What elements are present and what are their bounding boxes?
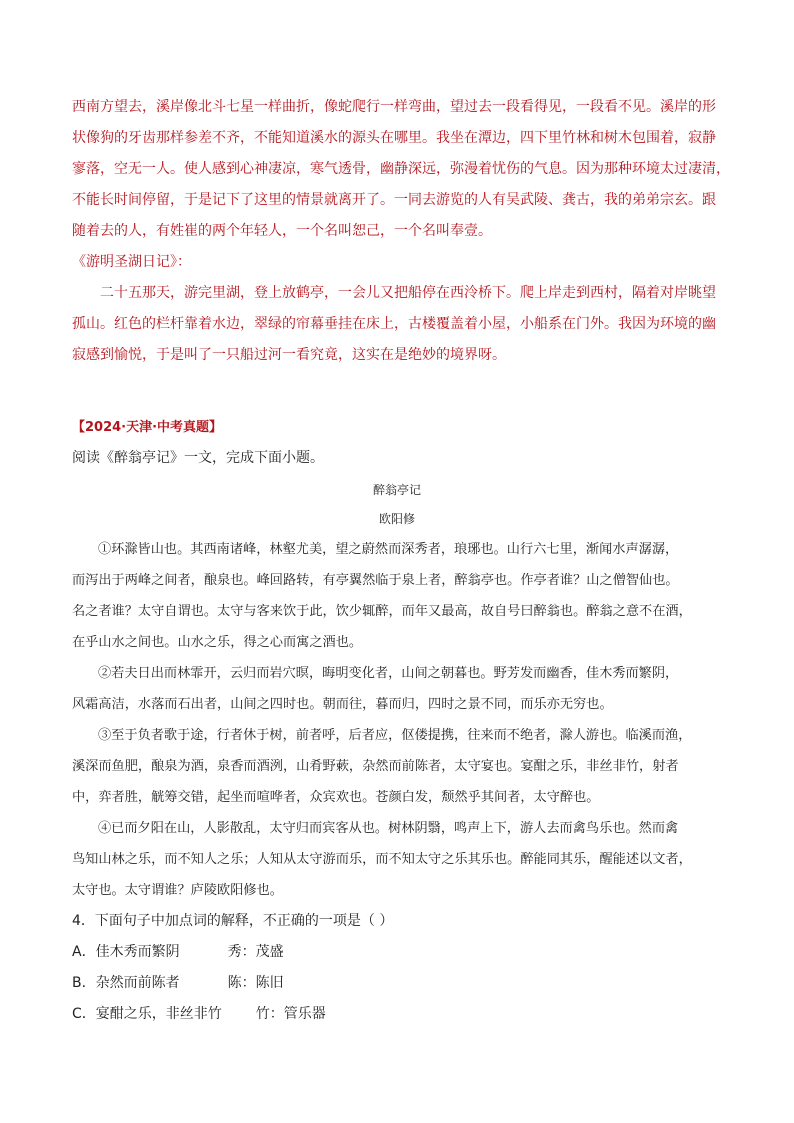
text-line: 溪深而鱼肥，酿泉为酒，泉香而酒洌，山肴野蔌，杂然而前陈者，太守宴也。宴酣之乐，非丝非竹，射者 [72,759,679,774]
text-line: 风霜高洁，水落而石出者，山间之四时也。朝而往，暮而归，四时之景不同，而乐亦无穷也。 [72,697,613,712]
option-c[interactable] [72,999,722,1030]
passage-author: 欧阳修 [378,512,415,526]
option-sentence: 佳木秀而繁阴 [95,944,180,960]
passage-paragraph-3 [72,720,722,813]
option-a[interactable] [72,937,722,968]
text-line: 中，弈者胜，觥筹交错，起坐而喧哗者，众宾欢也。苍颜白发，颓然乎其间者，太守醉也。 [72,790,600,805]
text-line: 不能长时间停留，于是记下了这里的情景就离开了。一同去游览的人有吴武陵、龚古，我的弟弟宗玄。跟 [72,192,716,208]
text-line: 寂感到愉悦，于是叫了一只船过河一看究竟，这实在是绝妙的境界呀。 [72,347,506,363]
option-b[interactable] [72,968,722,999]
option-letter: C． [72,1006,96,1022]
question-block [72,906,722,1030]
text-line: ②若夫日出而林霏开，云归而岩穴暝，晦明变化者，山间之朝暮也。野芳发而幽香，佳木秀而繁阴， [98,666,679,681]
question-stem: 4．下面句子中加点词的解释，不正确的一项是（ ） [72,913,394,929]
translation-heading: 《游明圣湖日记》： [72,254,191,270]
text-line: 西南方望去，溪岸像北斗七星一样曲折，像蛇爬行一样弯曲，望过去一段看得见，一段看不见。溪岸的形 [72,99,716,115]
translation-paragraph-2 [72,278,722,371]
text-line: ③至于负者歌于途，行者休于树，前者呼，后者应，伛偻提携，往来而不绝者，滁人游也。临溪而渔， [98,728,692,743]
reading-instruction: 阅读《醉翁亭记》一文，完成下面小题。 [72,450,324,466]
passage-paragraph-4 [72,813,722,906]
text-line: 名之者谁？太守自谓也。太守与客来饮于此，饮少辄醉，而年又最高，故自号曰醉翁也。醉翁之意不在酒， [72,604,692,619]
text-line: 鸟知山林之乐，而不知人之乐；人知从太守游而乐，而不知太守之乐其乐也。醉能同其乐，醒能述以文者， [72,852,692,867]
option-sentence: 杂然而前陈者 [95,975,180,991]
passage-paragraph-1 [72,534,722,658]
option-gloss: 竹：管乐器 [255,1006,326,1022]
text-line: 孤山。红色的栏杆靠着水边，翠绿的帘幕垂挂在床上，古楼覆盖着小屋，小船系在门外。我因为环境的幽 [72,316,716,332]
option-sentence: 宴酣之乐，非丝非竹 [95,1006,222,1022]
document-page [72,92,730,1030]
text-line: ④已而夕阳在山，人影散乱，太守归而宾客从也。树林阴翳，鸣声上下，游人去而禽鸟乐也。然而禽 [98,821,679,836]
text-line: 在乎山水之间也。山水之乐，得之心而寓之酒也。 [72,635,363,650]
translation-paragraph-1 [72,92,730,247]
translation-section [72,92,730,371]
text-line: 状像狗的牙齿那样参差不齐，不能知道溪水的源头在哪里。我坐在潭边，四下里竹林和树木包围着，寂静 [72,130,716,146]
text-line: 太守也。太守谓谁？庐陵欧阳修也。 [72,883,283,898]
passage-body [72,534,722,906]
text-line: 寥落，空无一人。使人感到心神凄凉，寒气透骨，幽静深远，弥漫着忧伤的气息。因为那种环境太过凄清， [72,161,730,177]
option-gloss: 秀：茂盛 [227,944,284,960]
passage-paragraph-2 [72,658,722,720]
option-letter: B． [72,975,96,991]
option-letter: A． [72,944,96,960]
text-line: ①环滁皆山也。其西南诸峰，林壑尤美，望之蔚然而深秀者，琅琊也。山行六七里，渐闻水声潺潺， [98,542,679,557]
text-line: 随着去的人，有姓崔的两个年轻人，一个名叫恕己，一个名叫奉壹。 [72,223,492,239]
passage-title: 醉翁亭记 [372,483,421,497]
exam-source-tag: 【2024·天津·中考真题】 [72,420,223,435]
text-line: 二十五那天，游完里湖，登上放鹤亭，一会儿又把船停在西泠桥下。爬上岸走到西村，隔着对岸眺望 [100,285,716,301]
text-line: 而泻出于两峰之间者，酿泉也。峰回路转，有亭翼然临于泉上者，醉翁亭也。作亭者谁？山之僧智仙也。 [72,573,679,588]
option-gloss: 陈：陈旧 [227,975,284,991]
